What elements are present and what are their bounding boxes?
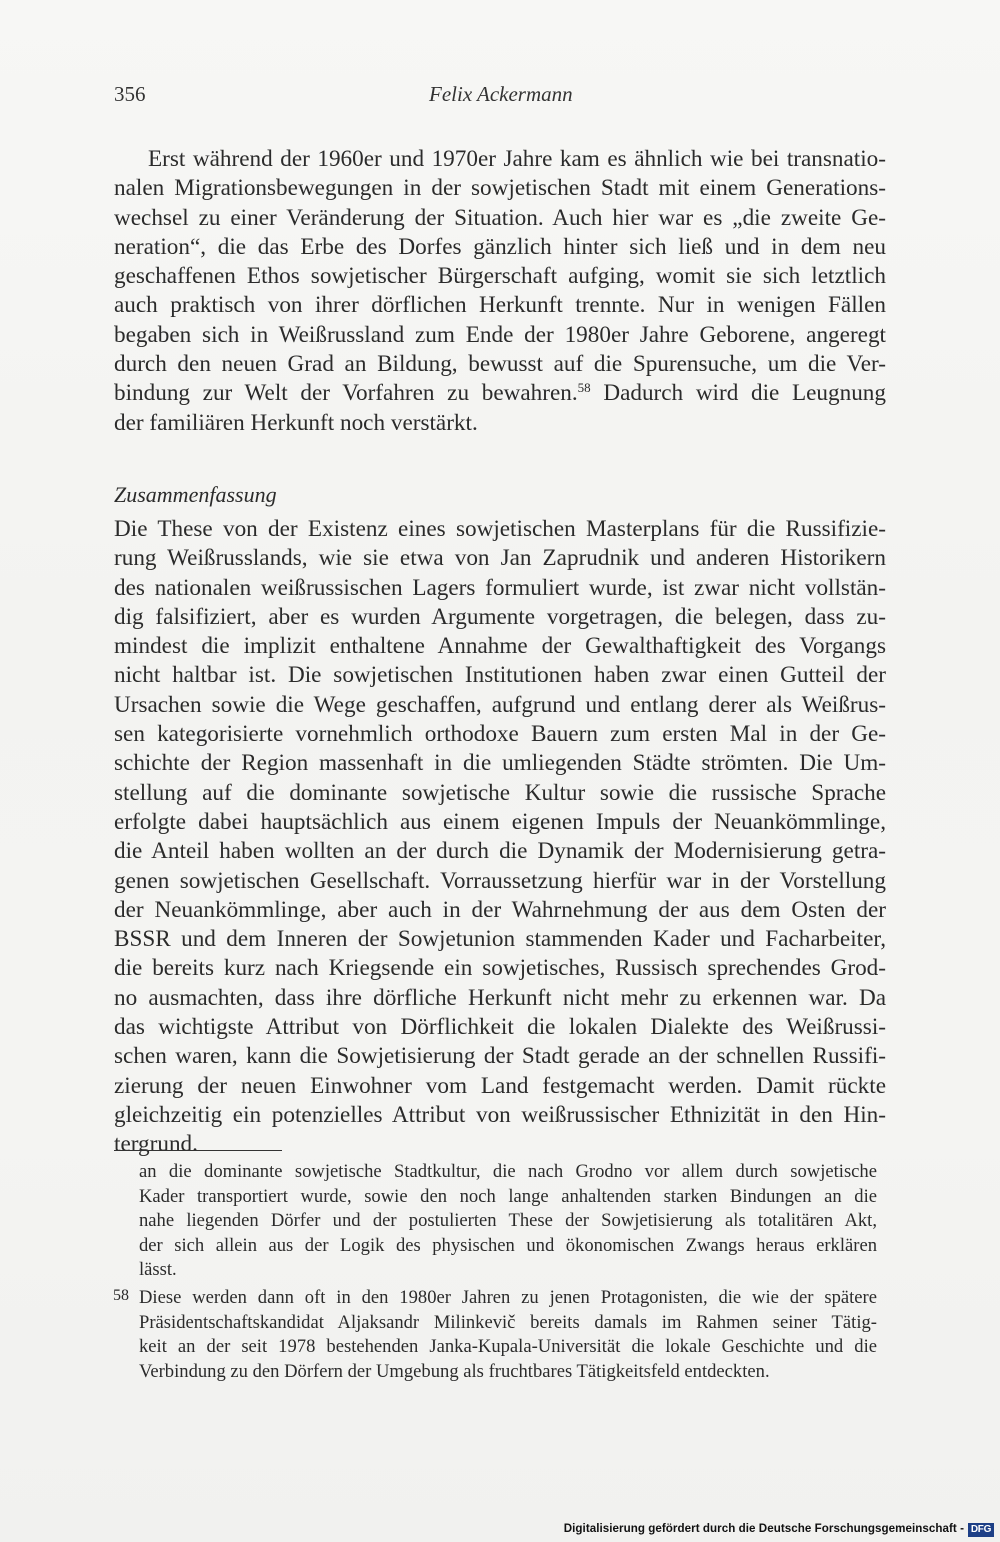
page-number: 356 xyxy=(114,82,146,106)
running-title-author: Felix Ackermann xyxy=(429,82,573,106)
text-line: erfolgte dabei hauptsächlich aus einem eigenen Impuls der Neuankömmlinge, xyxy=(114,808,886,835)
text-line: stellung auf die dominante sowjetische Kultur sowie die russische Sprache xyxy=(114,779,886,806)
text-line: die Anteil haben wollten an der durch die Dynamik der Modernisierung getra- xyxy=(114,838,886,865)
digitization-credit: Digitalisierung gefördert durch die Deutsche Forschungsgemeinschaft - xyxy=(563,1522,964,1535)
text-segment: bindung zur Welt der Vorfahren zu bewahren. xyxy=(114,380,578,407)
text-line: neration“, die das Erbe des Dorfes gänzlich hinter sich ließ und in dem neu xyxy=(114,233,886,260)
text-line: zierung der neuen Einwohner vom Land festgemacht werden. Damit rückte xyxy=(114,1072,886,1099)
text-line: rung Weißrusslands, wie sie etwa von Jan Zaprudnik und anderen Historikern xyxy=(114,545,886,572)
text-line: sen kategorisierte vornehmlich orthodoxe Bauern zum ersten Mal in der Ge- xyxy=(114,721,886,748)
text-line: nalen Migrationsbewegungen in der sowjetischen Stadt mit einem Generations- xyxy=(114,175,886,202)
footnote-line: nahe liegenden Dörfer und der postulierten These der Sowjetisierung als totalitären Akt, xyxy=(139,1210,877,1232)
footnote-line: Diese werden dann oft in den 1980er Jahren zu jenen Protagonisten, die wie der spätere xyxy=(139,1287,877,1308)
text-line: Ursachen sowie die Wege geschaffen, aufgrund und entlang derer als Weißrus- xyxy=(114,691,886,718)
footnote-line: Kader transportiert wurde, sowie den noch lange anhaltenden starken Bindungen an die xyxy=(139,1185,877,1207)
footnote-57-continuation xyxy=(139,1160,877,1283)
text-line: wechsel zu einer Veränderung der Situation. Auch hier war es „die zweite Ge- xyxy=(114,204,886,231)
footnote-line: lässt. xyxy=(139,1259,177,1281)
footnote-line: der sich allein aus der Logik des physischen und ökonomischen Zwangs heraus erklären xyxy=(139,1234,877,1256)
dfg-logo[interactable]: DFG xyxy=(968,1523,994,1537)
text-line: durch den neuen Grad an Bildung, bewusst auf die Spurensuche, um die Ver- xyxy=(114,351,886,378)
paragraph-summary xyxy=(114,515,886,1160)
text-line: Erst während der 1960er und 1970er Jahre kam es ähnlich wie bei transnatio- xyxy=(148,146,886,172)
text-line: dig falsifiziert, aber es wurden Argumente vorgetragen, die belegen, dass zu- xyxy=(114,603,886,630)
text-line: der Neuankömmlinge, aber auch in der Wahrnehmung der aus dem Osten der xyxy=(114,896,886,923)
text-line: begaben sich in Weißrussland zum Ende der 1980er Jahre Geborene, angeregt xyxy=(114,321,886,348)
text-line: des nationalen weißrussischen Lagers formuliert wurde, ist zwar nicht vollstän- xyxy=(114,574,886,601)
section-heading-zusammenfassung: Zusammenfassung xyxy=(114,482,277,507)
footnote-number: 58 xyxy=(113,1287,129,1304)
footnote-line: Präsidentschaftskandidat Aljaksandr Milinkevič bereits damals im Rahmen seiner Tätig- xyxy=(139,1311,877,1333)
footnote-line: Verbindung zu den Dörfern der Umgebung als fruchtbares Tätigkeitsfeld entdeckten. xyxy=(139,1360,770,1382)
text-line: BSSR und dem Inneren der Sowjetunion stammenden Kader und Facharbeiter, xyxy=(114,926,886,953)
text-line: die bereits kurz nach Kriegsende ein sowjetisches, Russisch sprechendes Grod- xyxy=(114,955,886,982)
footnote-line: an die dominante sowjetische Stadtkultur, die nach Grodno vor allem durch sowjetische xyxy=(139,1161,877,1182)
running-head xyxy=(114,82,886,112)
footnote-58 xyxy=(113,1286,877,1384)
paragraph-generations xyxy=(114,145,886,438)
text-line-with-footnote-ref xyxy=(114,379,886,408)
text-line: schichte der Region massenhaft in die umliegenden Städte strömten. Die Um- xyxy=(114,750,886,777)
text-line: Die These von der Existenz eines sowjetischen Masterplans für die Russifizie- xyxy=(114,516,886,542)
text-line: mindest die implizit enthaltene Annahme der Gewalthaftigkeit des Vorgangs xyxy=(114,633,886,660)
text-line: der familiären Herkunft noch verstärkt. xyxy=(114,409,478,436)
footnote-line: keit an der seit 1978 bestehenden Janka-Kupala-Universität die lokale Geschichte und die xyxy=(139,1336,877,1358)
text-line: genen sowjetischen Gesellschaft. Vorraussetzung hierfür war in der Vorstellung xyxy=(114,867,886,894)
text-line: geschaffenen Ethos sowjetischer Bürgerschaft aufging, womit sie sich letztlich xyxy=(114,263,886,290)
text-segment: Dadurch wird die Leugnung xyxy=(590,380,886,407)
text-line: gleichzeitig ein potenzielles Attribut von weißrussischer Ethnizität in den Hin- xyxy=(114,1101,886,1128)
text-line: no ausmachten, dass ihre dörfliche Herkunft nicht mehr zu erkennen war. Da xyxy=(114,984,886,1011)
text-line: nicht haltbar ist. Die sowjetischen Institutionen haben zwar einen Gutteil der xyxy=(114,662,886,689)
footnote-separator-rule xyxy=(114,1150,282,1151)
text-line: schen waren, kann die Sowjetisierung der Stadt gerade an der schnellen Russifi- xyxy=(114,1043,886,1070)
footnote-reference-58[interactable]: 58 xyxy=(577,380,591,396)
text-line: auch praktisch von ihrer dörflichen Herkunft trennte. Nur in wenigen Fällen xyxy=(114,292,886,319)
text-line: tergrund. xyxy=(114,1131,198,1158)
text-line: das wichtigste Attribut von Dörflichkeit die lokalen Dialekte des Weißrussi- xyxy=(114,1014,886,1041)
